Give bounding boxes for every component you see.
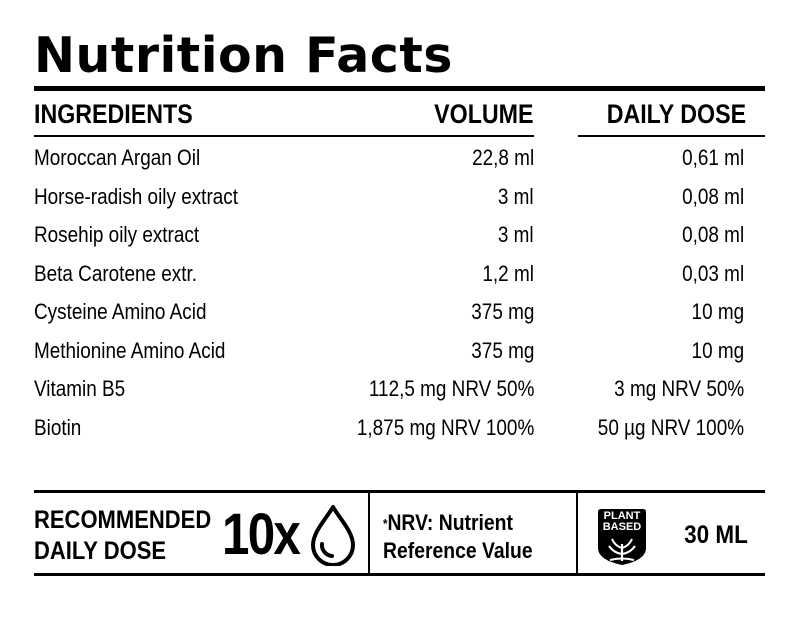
header-ingredients: INGREDIENTS [34, 99, 193, 129]
header-volume: VOLUME [434, 99, 534, 129]
header-divider-daily-dose [578, 135, 765, 137]
ingredient-volume: 112,5 mg NRV 50% [368, 376, 534, 401]
ingredients-table [0, 139, 800, 447]
footer-divider [576, 490, 578, 576]
footer-top-border [34, 490, 765, 493]
ingredient-daily-dose: 0,08 ml [681, 183, 744, 209]
ingredient-daily-dose: 0,03 ml [681, 260, 744, 286]
header-daily-dose: DAILY DOSE [606, 99, 746, 129]
header-divider-ingredients [34, 135, 534, 137]
title-divider [34, 86, 765, 91]
recommended-line: RECOMMENDED [34, 506, 212, 534]
ingredient-name: Vitamin B5 [34, 376, 126, 401]
ingredient-daily-dose: 3 mg NRV 50% [613, 376, 744, 401]
table-row [0, 370, 800, 409]
table-row [0, 139, 800, 178]
water-drop-icon [308, 504, 358, 566]
recommended-daily-dose-label [34, 505, 211, 567]
dose-multiplier: 10x [222, 502, 300, 567]
product-volume: 30 ML [684, 521, 748, 549]
ingredient-daily-dose: 50 µg NRV 100% [597, 414, 744, 440]
nrv-line: NRV: Nutrient [387, 510, 513, 535]
ingredient-name: Methionine Amino Acid [34, 337, 226, 363]
ingredient-volume: 3 ml [498, 183, 534, 209]
nrv-asterisk: * [383, 516, 388, 531]
ingredient-name: Rosehip oily extract [34, 222, 200, 247]
ingredient-name: Moroccan Argan Oil [34, 145, 201, 170]
table-row [0, 178, 800, 217]
table-row [0, 216, 800, 255]
table-row [0, 293, 800, 332]
ingredient-volume: 22,8 ml [471, 145, 534, 170]
ingredient-name: Horse-radish oily extract [34, 183, 238, 209]
nrv-note [383, 509, 533, 565]
page-title: Nutrition Facts [34, 27, 453, 84]
footer-divider [368, 490, 370, 576]
ingredient-volume: 375 mg [470, 299, 534, 324]
ingredient-daily-dose: 10 mg [691, 299, 744, 324]
ingredient-daily-dose: 0,08 ml [681, 222, 744, 247]
recommended-line: DAILY DOSE [34, 537, 167, 565]
ingredient-name: Cysteine Amino Acid [34, 299, 207, 324]
ingredient-name: Beta Carotene extr. [34, 260, 198, 286]
ingredient-daily-dose: 10 mg [691, 337, 744, 363]
ingredient-volume: 375 mg [470, 337, 534, 363]
badge-line: PLANT [603, 510, 641, 522]
table-row [0, 332, 800, 371]
ingredient-daily-dose: 0,61 ml [681, 145, 744, 170]
footer-bottom-border [34, 573, 765, 576]
nrv-line: Reference Value [383, 538, 533, 563]
badge-line: BASED [602, 521, 642, 533]
ingredient-name: Biotin [34, 414, 82, 440]
ingredient-volume: 3 ml [498, 222, 534, 247]
table-row [0, 409, 800, 448]
ingredient-volume: 1,875 mg NRV 100% [356, 414, 534, 440]
table-row [0, 255, 800, 294]
ingredient-volume: 1,2 ml [482, 260, 534, 286]
plant-based-badge-text [594, 511, 650, 533]
